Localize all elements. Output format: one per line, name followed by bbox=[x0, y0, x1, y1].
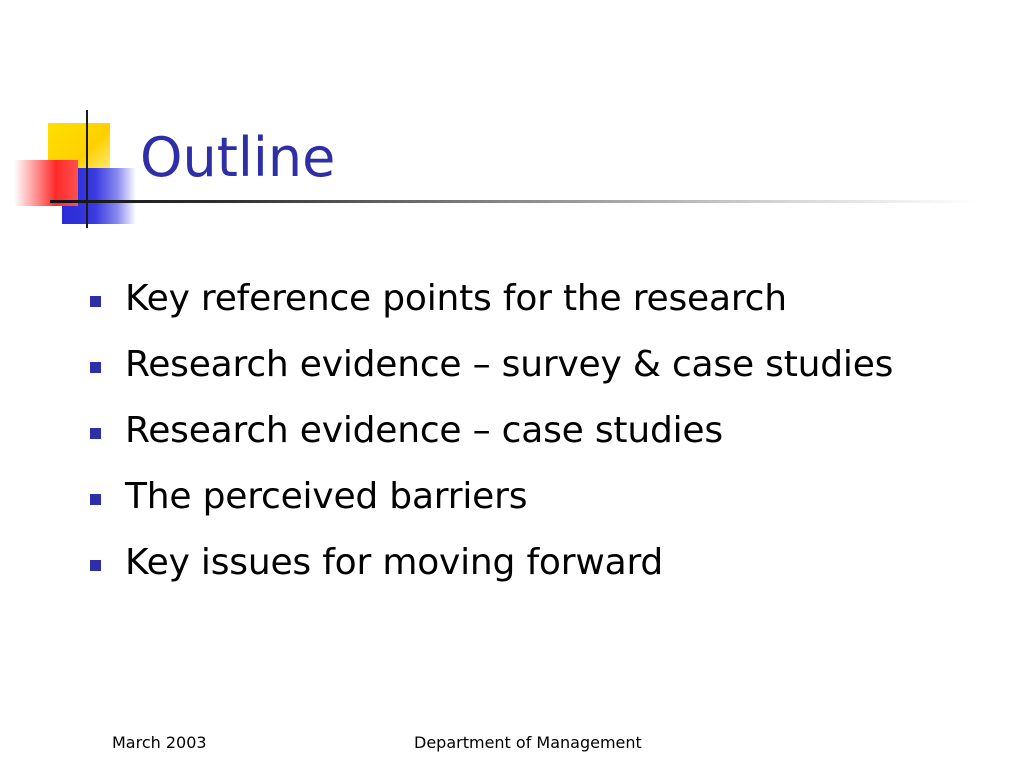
bullet-text: Key issues for moving forward bbox=[125, 542, 664, 583]
vertical-line-decoration bbox=[86, 110, 88, 228]
square-bullet-icon bbox=[90, 494, 101, 505]
square-bullet-icon bbox=[90, 296, 101, 307]
square-bullet-icon bbox=[90, 560, 101, 571]
bullet-text: Key reference points for the research bbox=[125, 278, 787, 319]
footer-department: Department of Management bbox=[414, 733, 642, 752]
footer-date: March 2003 bbox=[112, 733, 207, 752]
square-bullet-icon bbox=[90, 428, 101, 439]
title-underline-rule bbox=[50, 200, 980, 203]
square-bullet-icon bbox=[90, 362, 101, 373]
bullet-text: Research evidence – case studies bbox=[125, 410, 723, 451]
bullet-text: Research evidence – survey & case studies bbox=[125, 344, 894, 385]
slide-title: Outline bbox=[140, 126, 336, 189]
bullet-text: The perceived barriers bbox=[125, 476, 528, 517]
